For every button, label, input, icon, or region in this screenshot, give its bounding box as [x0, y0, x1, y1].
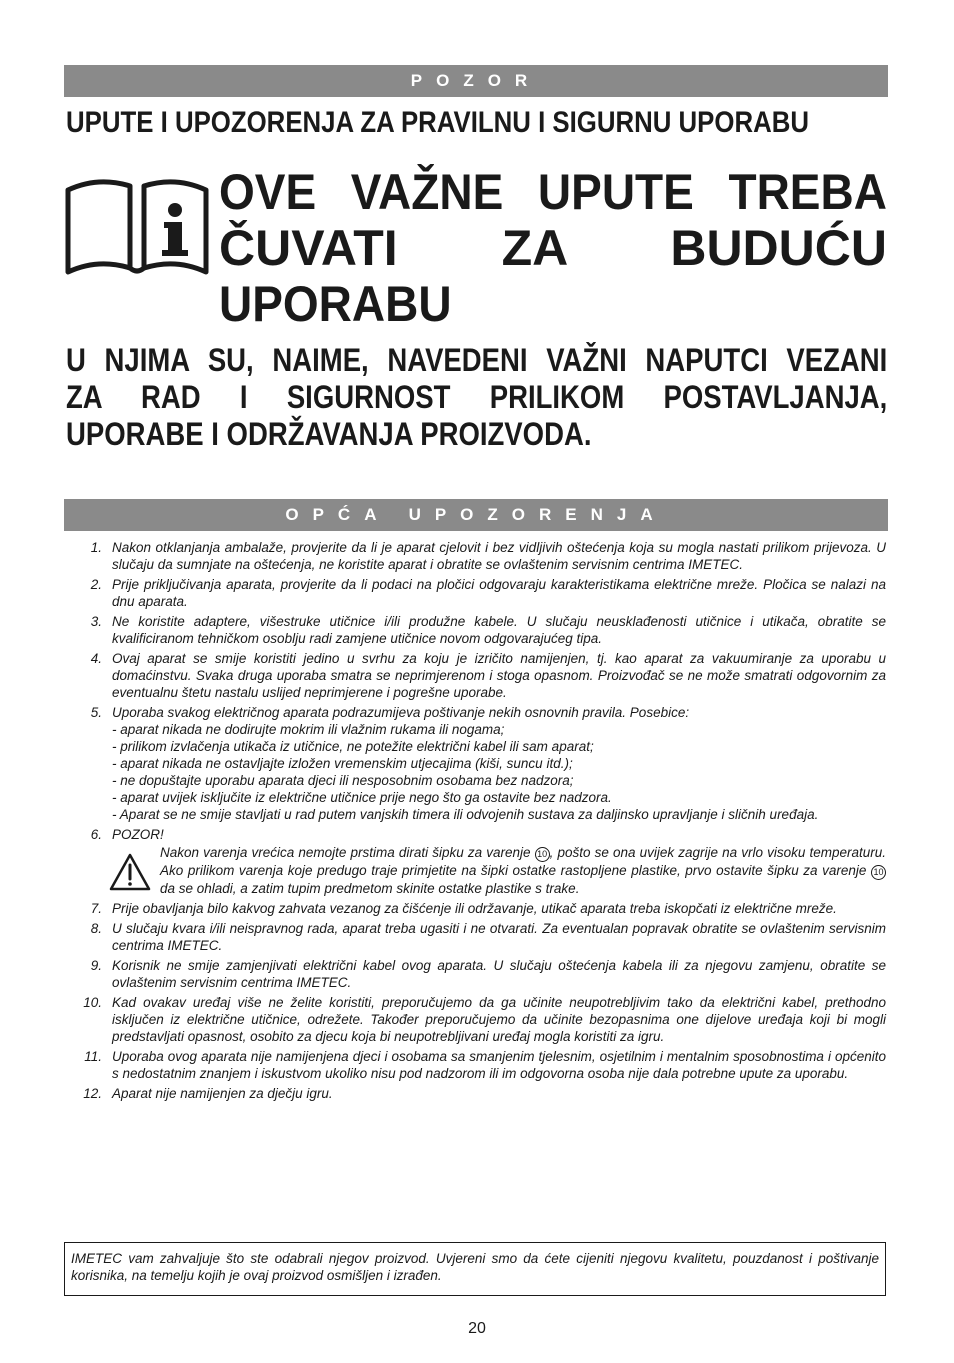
sub-item: - prilikom izvlačenja utikača iz utičnice, ne potežite električni kabel ili sam aparat; — [112, 739, 594, 754]
big-heading-line-1: OVE VAŽNE UPUTE TREBA — [219, 164, 887, 220]
warning-label: POZOR! — [112, 827, 164, 842]
warnings-list — [80, 539, 886, 1105]
item-text: U slučaju kvara i/ili neispravnog rada, aparat treba ugasiti i ne otvarati. Za eventualan popravak obratite se ovlaštenim servisnim centrima IMETEC. — [112, 921, 886, 953]
thank-you-note: IMETEC vam zahvaljuje što ste odabrali njegov proizvod. Uvjereni smo da ćete cijeniti njegovu kvalitetu, pouzdanost i poštivanje korisnika, na temelju kojih je ovaj proizvod osmišljen i izrađen. — [64, 1242, 886, 1296]
sub-item: - ne dopuštajte uporabu aparata djeci ili nesposobnim osobama bez nadzora; — [112, 773, 574, 788]
list-item — [80, 576, 886, 610]
big-heading-line-3: UPORABU — [219, 276, 452, 332]
item-number: 8. — [90, 921, 102, 936]
list-item — [80, 539, 886, 573]
intro-line: U NJIMA SU, NAIME, NAVEDENI VAŽNI NAPUTCI VEZANI — [66, 342, 888, 378]
list-item — [80, 900, 886, 917]
item-text: Prije obavljanja bilo kakvog zahvata vezanog za čišćenje ili održavanje, utikač aparata treba iskopčati iz električne mreže. — [112, 901, 837, 916]
intro-line: ZA RAD I SIGURNOST PRILIKOM POSTAVLJANJA, — [66, 379, 888, 415]
warning-text-a: Nakon varenja vrećica nemojte prstima dirati šipku za varenje — [160, 845, 531, 860]
item-number: 10. — [83, 995, 102, 1010]
item-text: Korisnik ne smije zamjenjivati električni kabel ovog aparata. U slučaju oštećenja kabela ili za njegovu zamjenu, obratite se ovlaštenim servisnim centrima IMETEC. — [112, 958, 886, 990]
list-item — [80, 704, 886, 823]
intro-line: UPORABE I ODRŽAVANJA PROIZVODA. — [66, 416, 592, 452]
item-number: 2. — [90, 577, 102, 592]
item-number: 3. — [90, 614, 102, 629]
item-number: 1. — [90, 540, 102, 555]
item-text: Prije priključivanja aparata, provjerite da li podaci na pločici odgovaraju karakteristikama električne mreže. Pločica se nalazi na dnu aparata. — [112, 577, 886, 609]
part-number-badge: 10 — [535, 847, 550, 862]
sub-item: - Aparat se ne smije stavljati u rad putem vanjskih timera ili odvojenih sustava za daljinsko upravljanje i sličnih uređaja. — [112, 807, 819, 822]
sub-item: - aparat nikada ne ostavljajte izložen vremenskim utjecajima (kiši, suncu itd.); — [112, 756, 573, 771]
list-item — [80, 1048, 886, 1082]
item-number: 5. — [90, 705, 102, 720]
item-number: 11. — [84, 1049, 102, 1064]
list-item — [80, 826, 886, 897]
info-book-icon — [64, 172, 210, 278]
page-number: 20 — [468, 1320, 486, 1337]
list-item — [80, 650, 886, 701]
list-item — [80, 920, 886, 954]
section-bar-general-warnings: OPĆA UPOZORENJA — [64, 499, 888, 531]
header-bar-pozor: POZOR — [64, 65, 888, 97]
intro-text — [66, 342, 887, 453]
item-text: Uporaba ovog aparata nije namijenjena djeci i osobama sa smanjenim tjelesnim, osjetilnim i mentalnim sposobnostima i općenito s nedostatnim znanjem i iskustvom ukoliko nisu pod nadzorom ili im odgovorna osoba nije dala potrebne upute za uporabu. — [112, 1049, 886, 1081]
list-item — [80, 957, 886, 991]
item-number: 9. — [90, 958, 102, 973]
item-text: Uporaba svakog električnog aparata podrazumijeva poštivanje nekih osnovnih pravila. Posebice: — [112, 705, 690, 720]
list-item — [80, 1085, 886, 1102]
warning-text-c: da se ohladi, a zatim tupim predmetom skinite ostatke plastike s trake. — [160, 881, 580, 896]
item-number: 4. — [90, 651, 102, 666]
list-item — [80, 994, 886, 1045]
warning-block — [112, 844, 886, 897]
warning-text-b: , pošto se ona uvijek zagrije na vrlo visoku temperaturu. Ako prilikom varenja koje predugo traje primjetite na šipki ostatke rastopljene plastike, prvo ostavite šipku za varenje — [160, 845, 886, 878]
item-number: 12. — [83, 1086, 102, 1101]
big-heading-line-2: ČUVATI ZA BUDUĆU — [219, 220, 887, 276]
part-number-badge: 10 — [871, 865, 886, 880]
warning-triangle-icon — [108, 852, 152, 892]
item-number: 6. — [90, 827, 102, 842]
item-number: 7. — [90, 901, 102, 916]
subtitle: UPUTE I UPOZORENJA ZA PRAVILNU I SIGURNU UPORABU — [66, 106, 809, 139]
item-text: Ne koristite adaptere, višestruke utičnice i/ili produžne kabele. U slučaju neusklađenosti utičnice i utikača, obratite se kvalificiranom tehničkom osoblju radi zamjene utičnice novom odgovarajućeg tipa. — [112, 614, 886, 646]
sub-item: - aparat nikada ne dodirujte mokrim ili vlažnim rukama ili nogama; — [112, 722, 505, 737]
item-text: Aparat nije namijenjen za dječju igru. — [112, 1086, 333, 1101]
item-text: Ovaj aparat se smije koristiti jedino u svrhu za koju je izričito namijenjen, tj. kao aparat za vakuumiranje za uporabu u domaćinstvu. Svaka druga uporaba smatra se neprimjerenom i stoga opasnom. Proizvođač se ne može smatrati odgovornim za eventualnu štetu nastalu uslijed neprimjerene i pogrešne uporabe. — [112, 651, 886, 700]
list-item — [80, 613, 886, 647]
sub-item: - aparat uvijek isključite iz električne utičnice prije nego što ga ostavite bez nadzora. — [112, 790, 612, 805]
item-text: Nakon otklanjanja ambalaže, provjerite da li je aparat cjelovit i bez vidljivih oštećenja koja su mogla nastati prilikom prijevoza. U slučaju da sumnjate na oštećenja, ne koristite aparat i obratite se ovlaštenim servisnim centrima IMETEC. — [112, 540, 886, 572]
item-text: Kad ovakav uređaj više ne želite koristiti, preporučujemo da ga učinite neupotrebljivim tako da električni kabel, prethodno isključen iz električne utičnice, odrežete. Također preporučujemo da učinite bezopasnima one dijelove uređaja koji bi mogli predstavljati opasnost, osobito za djecu koja bi neupotrebljivani uređaj mogla koristiti za igru. — [112, 995, 886, 1044]
